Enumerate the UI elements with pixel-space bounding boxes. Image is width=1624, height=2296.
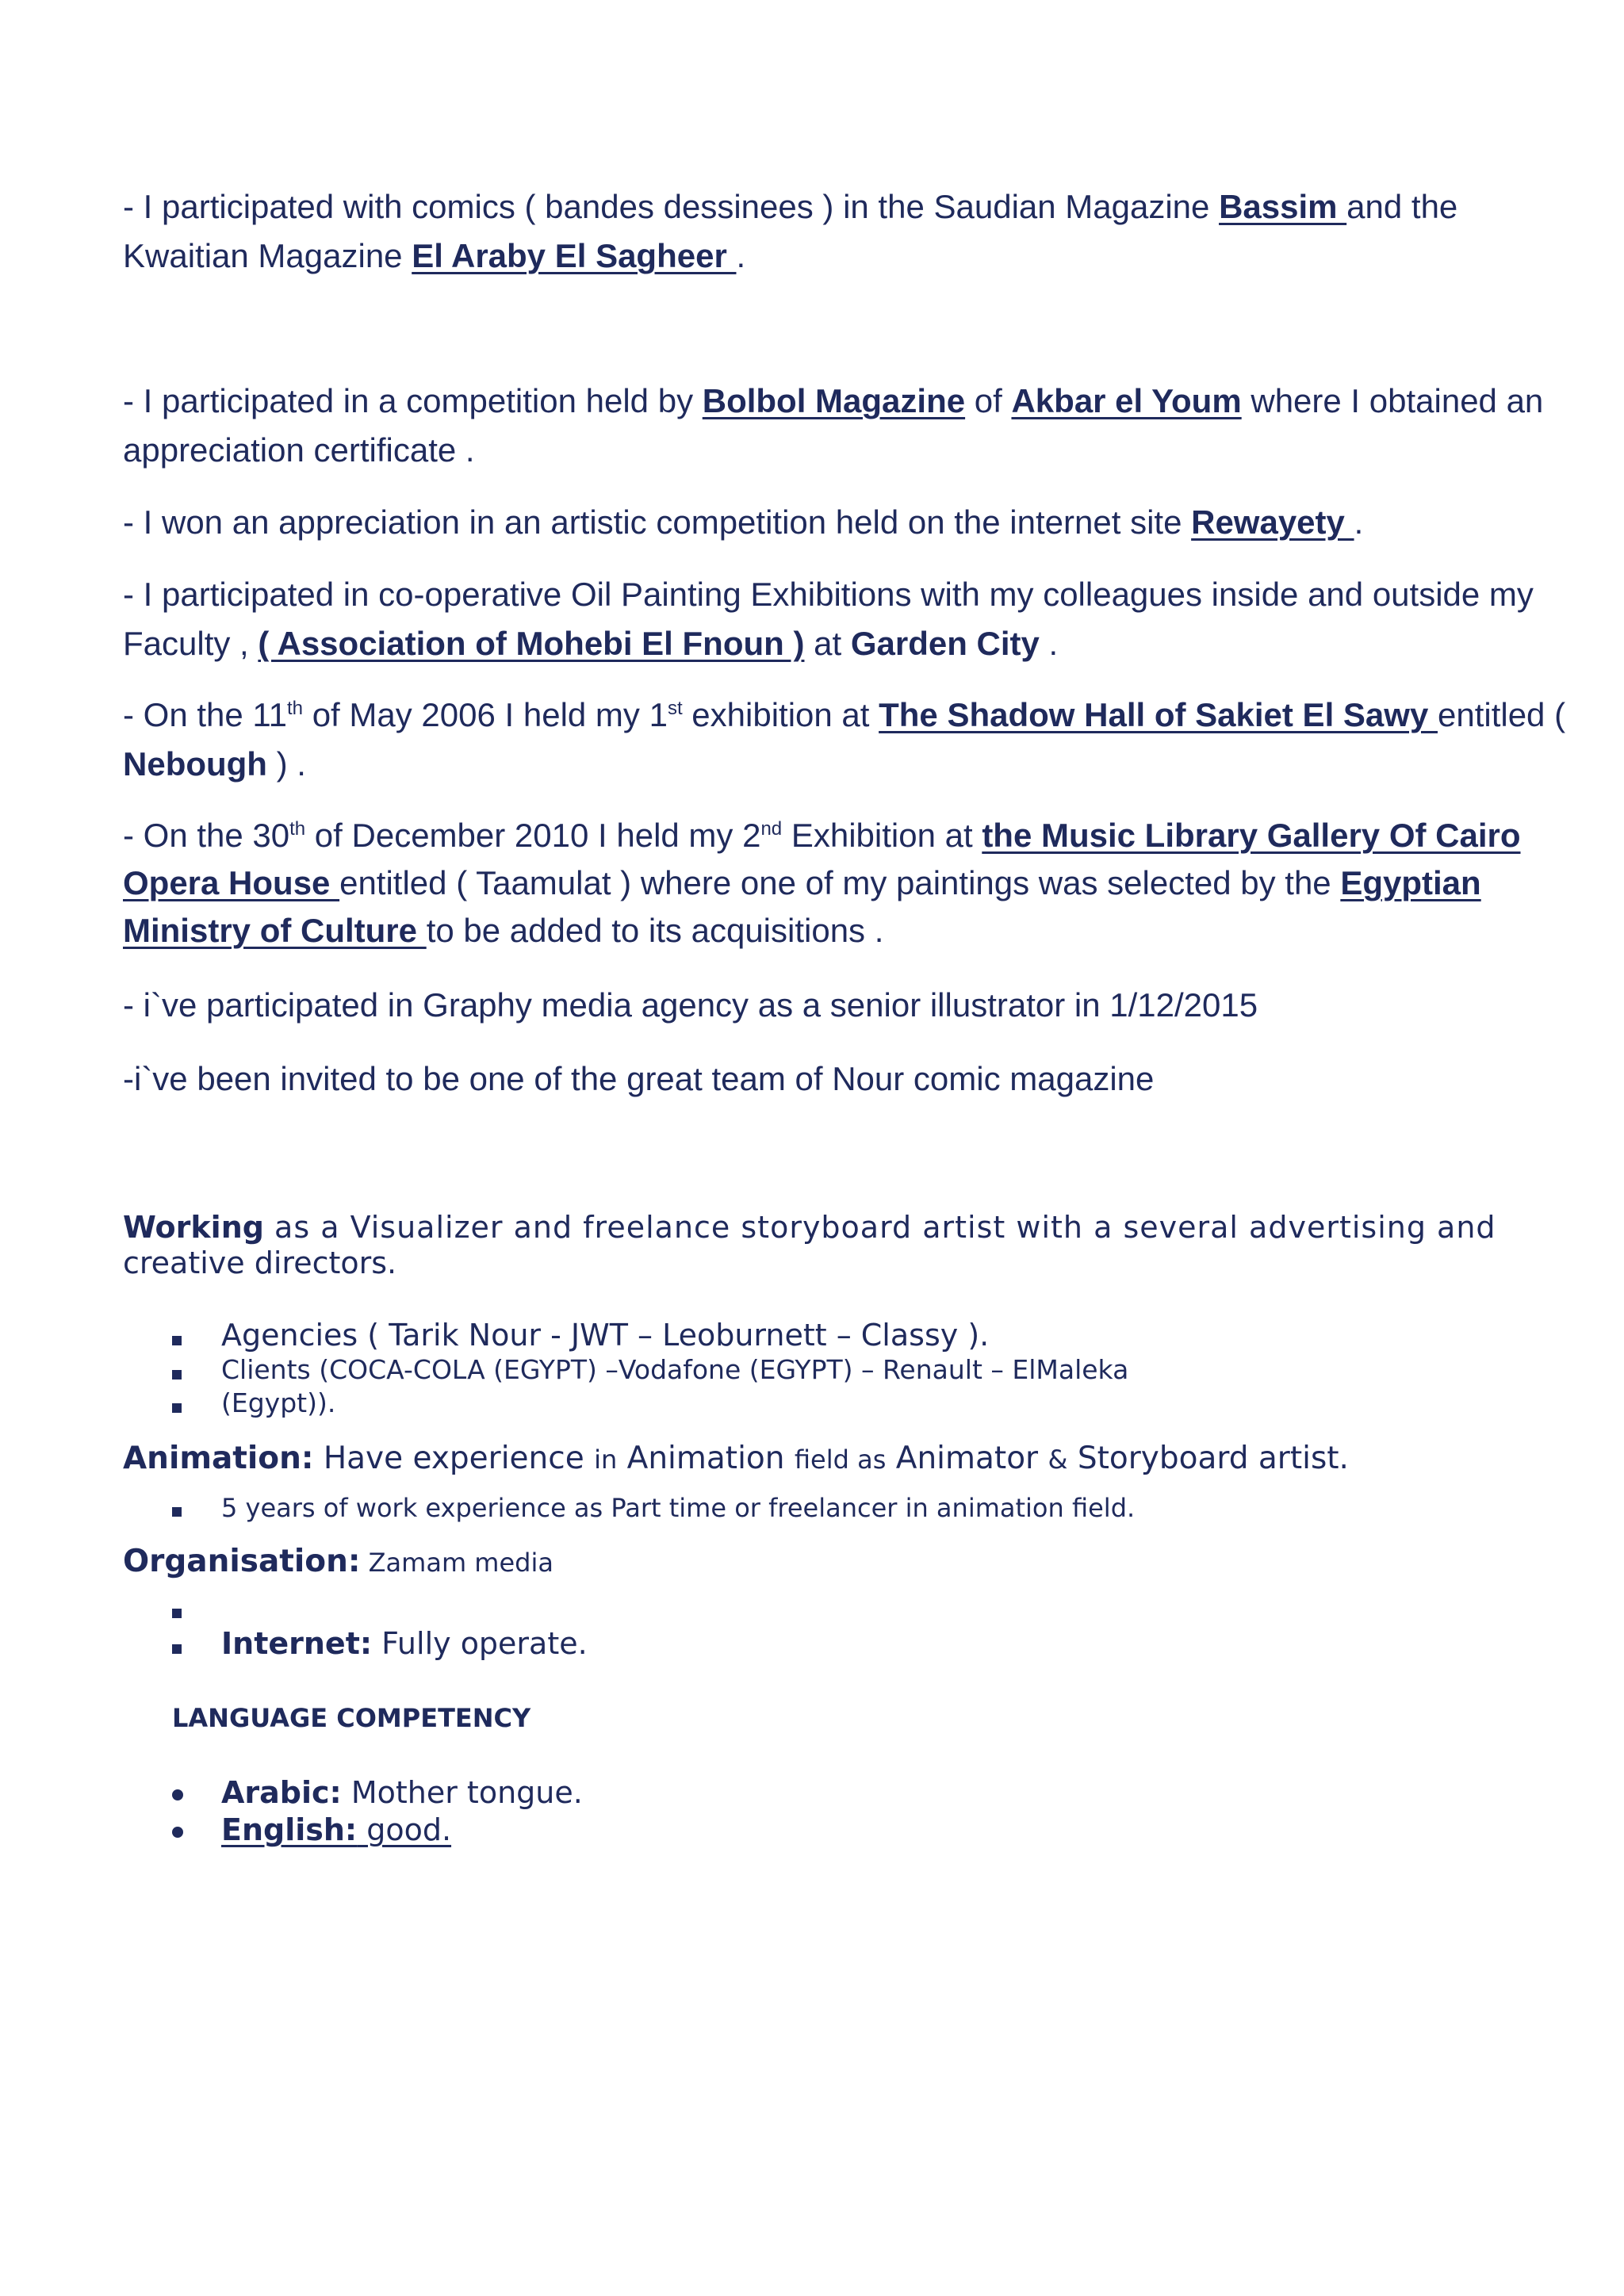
text: entitled ( <box>1437 696 1566 733</box>
text: in <box>594 1445 618 1475</box>
paragraph-comics-line1 <box>123 182 1457 232</box>
internet-line <box>221 1625 588 1662</box>
animation-line <box>123 1441 1349 1478</box>
bolbol-magazine: Bolbol Magazine <box>702 382 966 419</box>
text: creative directors. <box>123 1246 397 1280</box>
bullet-clients-cont <box>221 1387 335 1419</box>
round-bullet <box>172 1789 183 1800</box>
paragraph-second-exhibition-line3 <box>123 906 883 955</box>
bullet-clients <box>221 1354 1128 1386</box>
superscript: nd <box>760 818 783 840</box>
text: & <box>1048 1445 1068 1475</box>
text: - I won an appreciation in an artistic competition held on the internet site <box>123 503 1192 541</box>
text: Agencies ( Tarik Nour - JWT – Leoburnett – Classy ). <box>221 1318 990 1353</box>
text: Have experience <box>313 1441 595 1476</box>
text: Animator <box>886 1441 1048 1476</box>
association-name: ( Association of Mohebi El Fnoun ) <box>258 625 805 662</box>
text: as a Visualizer and freelance storyboard artist with a several advertising and <box>263 1210 1496 1245</box>
rewayety-site: Rewayety <box>1191 503 1354 541</box>
text: - I participated with comics ( bandes dessinees ) in the Saudian Magazine <box>123 188 1220 225</box>
text: of <box>965 382 1012 419</box>
text: . <box>1354 503 1364 541</box>
organisation-value: Zamam media <box>360 1548 553 1578</box>
language-arabic <box>221 1774 583 1811</box>
text: at <box>804 625 851 662</box>
english-value: good. <box>357 1812 452 1847</box>
text: Clients (COCA-COLA (EGYPT) –Vodafone (EGYPT) – Renault – ElMaleka <box>221 1354 1129 1385</box>
paragraph-second-exhibition-line2 <box>123 859 1481 908</box>
text: - I participated in co-operative Oil Painting Exhibitions with my colleagues inside and outside my <box>123 576 1534 613</box>
akbar-el-youm: Akbar el Youm <box>1011 382 1242 419</box>
language-english <box>221 1812 451 1848</box>
language-heading <box>172 1702 530 1734</box>
egyptian: Egyptian <box>1340 864 1481 901</box>
text: entitled ( Taamulat ) where one of my paintings was selected by the <box>339 864 1341 901</box>
organisation-line <box>123 1544 553 1581</box>
text: - i`ve participated in Graphy media agency as a senior illustrator in 1/12/2015 <box>123 986 1258 1024</box>
text: Animation <box>617 1441 795 1476</box>
bullet-animation-experience <box>221 1492 1135 1524</box>
text: Exhibition at <box>782 817 982 854</box>
square-bullet <box>172 1370 182 1380</box>
opera-house: Opera House <box>123 864 340 901</box>
text: . <box>1039 625 1059 662</box>
text: . <box>736 237 746 274</box>
magazine-bassim: Bassim <box>1219 188 1347 225</box>
internet-label: Internet: <box>221 1626 373 1661</box>
ministry-of-culture: Ministry of Culture <box>123 912 427 949</box>
text: where I obtained an <box>1241 382 1544 419</box>
superscript: st <box>667 698 683 719</box>
superscript: th <box>287 698 304 719</box>
text: 5 years of work experience as Part time or freelancer in animation field. <box>221 1493 1136 1523</box>
paragraph-oil-painting-line2 <box>123 619 1058 668</box>
text: Faculty , <box>123 625 259 662</box>
internet-value: Fully operate. <box>372 1626 588 1661</box>
arabic-label: Arabic: <box>221 1775 342 1810</box>
text: ) . <box>266 745 306 783</box>
english-label: English: <box>221 1812 358 1847</box>
square-bullet <box>172 1336 182 1345</box>
magazine-el-araby: El Araby El Sagheer <box>412 237 737 274</box>
square-bullet <box>172 1644 182 1654</box>
text: - On the 30 <box>123 817 290 854</box>
paragraph-comics-line2 <box>123 232 745 281</box>
working-line2 <box>123 1245 396 1281</box>
music-library-gallery: the Music Library Gallery Of Cairo <box>982 817 1521 854</box>
square-bullet <box>172 1507 182 1517</box>
text: Storyboard artist. <box>1067 1441 1349 1476</box>
text: -i`ve been invited to be one of the great team of Nour comic magazine <box>123 1060 1155 1097</box>
organisation-label: Organisation: <box>123 1544 361 1579</box>
paragraph-competition-line2 <box>123 426 475 475</box>
square-bullet <box>172 1403 182 1413</box>
paragraph-nour-comic <box>123 1054 1154 1104</box>
animation-label: Animation: <box>123 1441 314 1476</box>
square-bullet <box>172 1609 182 1618</box>
text: to be added to its acquisitions . <box>426 912 884 949</box>
text: - I participated in a competition held by <box>123 382 703 419</box>
text: of May 2006 I held my 1 <box>303 696 668 733</box>
paragraph-first-exhibition-line1 <box>123 691 1565 740</box>
paragraph-oil-painting-line1 <box>123 570 1534 619</box>
working-line1 <box>123 1209 1496 1246</box>
superscript: th <box>289 818 306 840</box>
arabic-value: Mother tongue. <box>341 1775 583 1810</box>
exhibition-name-nebough: Nebough <box>123 745 267 783</box>
paragraph-rewayety <box>123 498 1363 547</box>
text: - On the 11 <box>123 696 288 733</box>
text: (Egypt)). <box>221 1387 336 1418</box>
round-bullet <box>172 1827 183 1838</box>
text: exhibition at <box>682 696 879 733</box>
shadow-hall: The Shadow Hall of Sakiet El Sawy <box>879 696 1438 733</box>
paragraph-first-exhibition-line2 <box>123 740 306 789</box>
text: Kwaitian Magazine <box>123 237 412 274</box>
paragraph-second-exhibition-line1 <box>123 811 1521 860</box>
working-label: Working <box>123 1210 264 1245</box>
paragraph-graphy-media <box>123 981 1258 1030</box>
text: LANGUAGE COMPETENCY <box>172 1703 531 1733</box>
text: appreciation certificate . <box>123 431 475 469</box>
garden-city: Garden City <box>850 625 1040 662</box>
text: field as <box>794 1445 887 1475</box>
bullet-agencies <box>221 1317 989 1353</box>
paragraph-competition-line1 <box>123 377 1543 426</box>
text: of December 2010 I held my 2 <box>305 817 761 854</box>
text: and the <box>1346 188 1458 225</box>
